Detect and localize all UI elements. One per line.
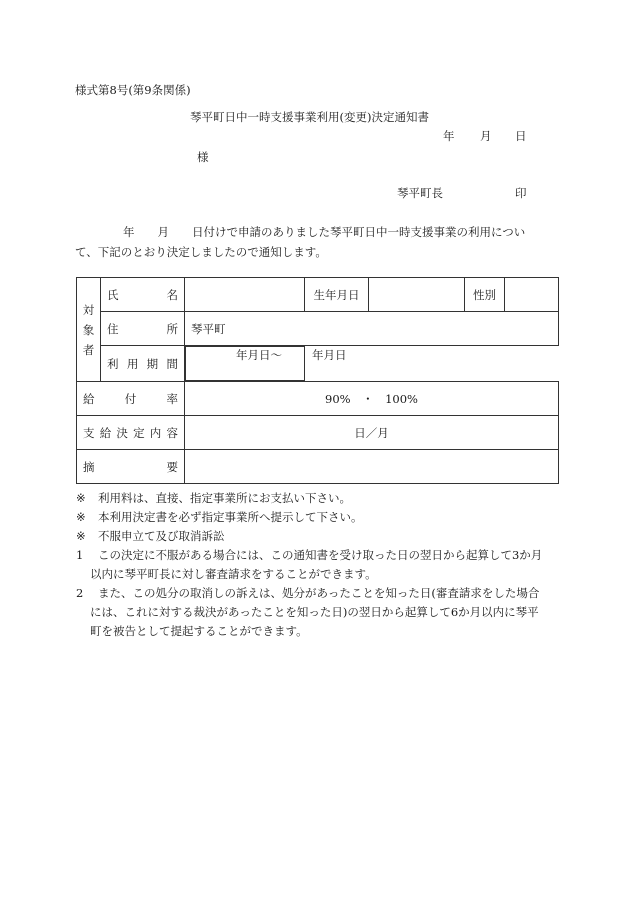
body-line-2: て、下記のとおり決定しましたので通知します。 [75,245,327,259]
document-title: 琴平町日中一時支援事業利用(変更)決定通知書 [190,110,429,124]
appeal-paragraph-2: 2 また、この処分の取消しの訴えは、処分があったことを知った日(審査請求をした場合 には、これに対する裁決があったことを知った日)の翌日から起算して6か月以内に琴平 町を被告として提起することができます。 [76,586,540,638]
note-item: ※ 不服申立て及び取消訴訟 [76,529,225,543]
remarks-label: 摘 要 [77,450,185,484]
notice-body [75,222,555,262]
period-label: 利 用 期 間 [101,346,185,382]
birth-value [369,278,465,312]
subject-label: 対 象 者 [77,278,101,382]
period-value: 年 月 日 〜 年 月 日 [185,346,305,381]
name-label: 氏 名 [101,278,185,312]
notes-section [76,489,560,641]
appeal-paragraph-1: 1 この決定に不服がある場合には、この通知書を受け取った日の翌日から起算して3か月 以内に琴平町長に対し審査請求をすることができます。 [76,548,543,581]
decision-table [76,277,559,484]
addressee-suffix: 様 [197,150,209,164]
date-year: 年 [443,129,455,143]
date-day: 日 [515,129,527,143]
content-label: 支 給 決 定 内 容 [77,416,185,450]
sex-value [505,278,559,312]
address-value: 琴平町 [185,312,559,346]
rate-label: 給 付 率 [77,382,185,416]
address-label: 住 所 [101,312,185,346]
remarks-value [185,450,559,484]
note-item: ※ 本利用決定書を必ず指定事業所へ提示して下さい。 [76,510,363,524]
note-item: ※ 利用料は、直接、指定事業所にお支払い下さい。 [76,491,351,505]
rate-value: 90% ・ 100% [185,382,559,416]
seal-mark: 印 [515,186,527,200]
body-line-1: 年 月 日付けで申請のありました琴平町日中一時支援事業の利用につい [123,225,526,239]
date-month: 月 [480,129,492,143]
birth-label: 生年月日 [305,278,369,312]
form-number: 様式第8号(第9条関係) [75,83,191,97]
sex-label: 性別 [465,278,505,312]
name-value [185,278,305,312]
issuer: 琴平町長 [397,186,443,200]
content-value: 日／月 [185,416,559,450]
